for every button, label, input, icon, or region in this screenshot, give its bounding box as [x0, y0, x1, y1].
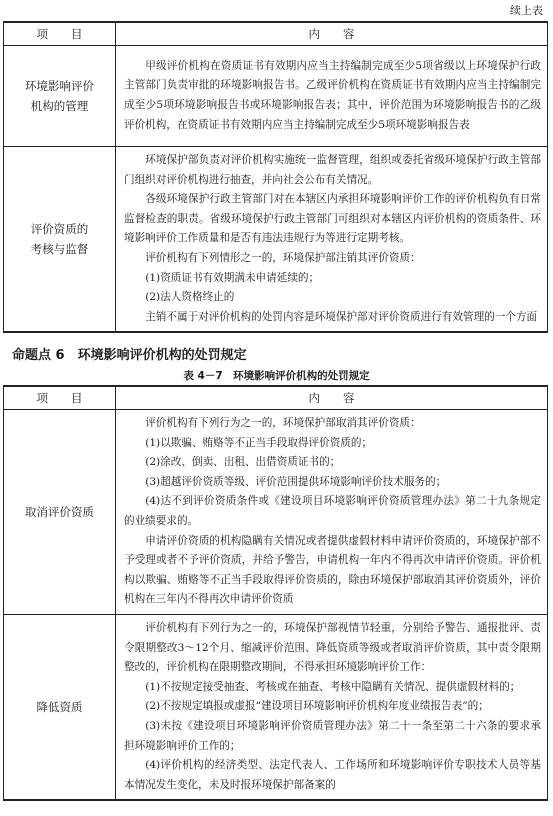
content-paragraph: 评价机构有下列行为之一的，环境保护部视情节轻重，分别给予警告、通报批评、责令限期整改3～12个月、缩减评价范围、降低资质等级或者取消评价资质，其中责令限期整改的，评价机构在限期整改期间，不得承担环境影响评价工作： — [124, 621, 541, 674]
item-line: 考核与监督 — [30, 242, 89, 257]
table-evaluation-management — [3, 21, 548, 333]
table-row — [4, 147, 548, 333]
header-content: 内 容 — [116, 386, 548, 410]
content-paragraph: (2)不按规定填报或虚报“建设项目环境影响评价机构年度业绩报告表”的； — [145, 700, 489, 713]
content-paragraph: 评价机构有下列行为之一的，环境保护部取消其评价资质： — [145, 417, 421, 429]
row-content — [116, 410, 548, 615]
item-line: 环境影响评价 — [25, 79, 94, 93]
row-content — [116, 46, 548, 147]
continued-label: 续上表 — [510, 4, 543, 17]
item-line: 取消评价资质 — [25, 504, 94, 519]
table-row — [4, 410, 548, 615]
content-paragraph: (4)评价机构的经济类型、法定代表人、工作场所和环境影响评价专职技术人员等基本情况发生变化，未及时报环境保护部备案的 — [124, 759, 541, 791]
content-paragraph: (1)以欺骗、贿赂等不正当手段取得评价资质的； — [145, 436, 373, 449]
header-item: 项 目 — [4, 22, 116, 46]
table-header-row — [4, 22, 548, 46]
content-paragraph: 评价机构有下列情形之一的，环境保护部注销其评价资质： — [145, 251, 421, 264]
row-content — [116, 147, 548, 333]
table-caption: 表 4－7 环境影响评价机构的处罚规定 — [183, 370, 370, 382]
content-paragraph: 各级环境保护行政主管部门对在本辖区内承担环境影响评价工作的评价机构负有日常监督检查的职责。省级环境保护行政主管部门可组织对本辖区内评价机构的资质条件、环境影响评价工作质量和是否有违法违规行为等进行定期考核。 — [124, 193, 541, 245]
content-paragraph: 申请评价资质的机构隐瞒有关情况或者提供虚假材料申请评价资质的，环境保护部不予受理或者不予评价资质，并给予警告，申请机构一年内不得再次申请评价资质。评价机构以欺骗、贿赂等不正当手段取得评价资质的，除由环境保护部取消其评价资质外，评价机构在三年内不得再次申请评价资质 — [124, 534, 541, 606]
content-paragraph: (2)涂改、倒卖、出租、出借资质证书的； — [145, 456, 341, 469]
item-line: 机构的管理 — [30, 99, 89, 113]
header-item: 项 目 — [4, 386, 116, 410]
table-penalty-provisions — [3, 385, 548, 801]
row-content — [116, 614, 548, 800]
table-row — [4, 614, 548, 800]
item-line: 降低资质 — [36, 700, 83, 715]
section-title: 命题点 6 环境影响评价机构的处罚规定 — [12, 348, 247, 363]
content-paragraph: 环境保护部负责对评价机构实施统一监督管理，组织或委托省级环境保护行政主管部门组织对评价机构进行抽查，并向社会公布有关情况。 — [124, 154, 541, 186]
content-paragraph: 主销不属于对评价机构的处罚内容是环境保护部对评价资质进行有效管理的一个方面 — [145, 310, 538, 323]
row-item — [4, 147, 116, 333]
row-item — [4, 410, 116, 615]
content-paragraph: (1)资质证书有效期满未申请延续的； — [145, 271, 320, 284]
item-line: 评价资质的 — [30, 222, 89, 237]
content-paragraph: (2)法人资格终止的 — [145, 291, 235, 304]
content-paragraph: (3)超越评价资质等级、评价范围提供环境影响评价技术服务的； — [145, 475, 447, 488]
table-row — [4, 46, 548, 147]
content-paragraph: (3)未按《建设项目环境影响评价资质管理办法》第二十一条至第二十六条的要求承担环境影响评价工作的； — [124, 719, 541, 752]
row-item — [4, 46, 116, 147]
table-header-row — [4, 386, 548, 410]
content-paragraph: 甲级评价机构在资质证书有效期内应当主持编制完成至少5项省级以上环境保护行政主管部门负责审批的环境影响报告书。乙级评价机构在资质证书有效期内应当主持编制完成至少5项环境影响报告书或环境影响报告表；其中，评价范围为环境影响报告书的乙级评价机构，在资质证书有效期内应当主持编制完成至少5项环境影响报告表 — [124, 59, 541, 131]
content-paragraph: (1)不按规定接受抽查、考核或在抽查、考核中隐瞒有关情况、提供虚假材料的； — [145, 680, 521, 693]
header-content: 内 容 — [116, 22, 548, 46]
row-item — [4, 614, 116, 800]
content-paragraph: (4)达不到评价资质条件或《建设项目环境影响评价资质管理办法》第二十九条规定的业绩要求的。 — [124, 495, 541, 527]
